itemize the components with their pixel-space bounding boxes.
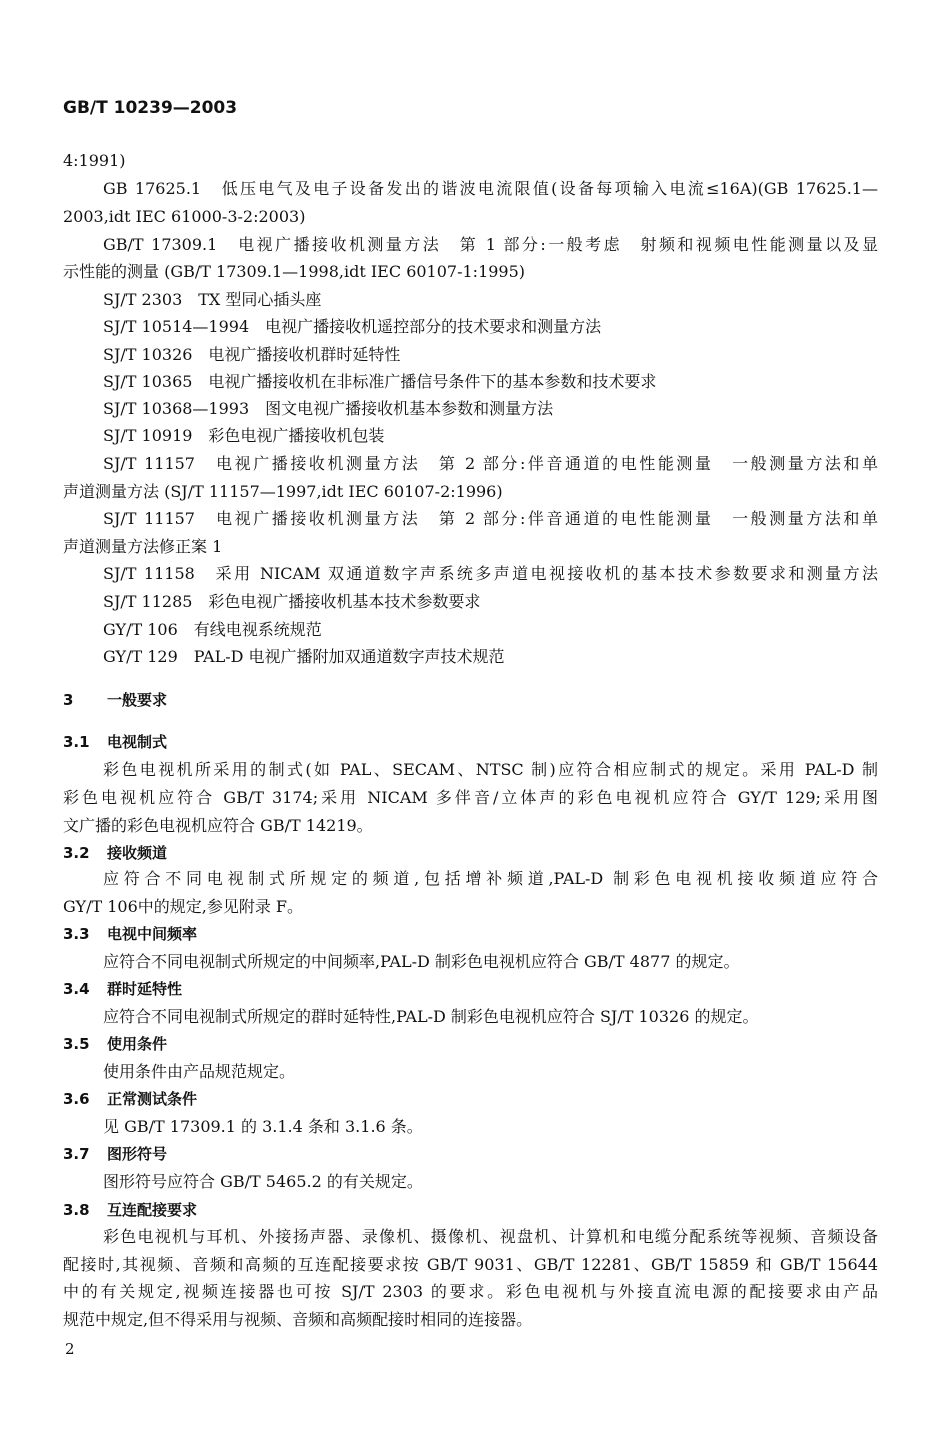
section-title: 正常测试条件 bbox=[107, 1090, 198, 1108]
reference-line: SJ/T 11285 彩色电视广播接收机基本技术参数要求 bbox=[103, 592, 481, 611]
section-number: 3.8 bbox=[63, 1201, 90, 1219]
section-title: 使用条件 bbox=[107, 1035, 168, 1053]
reference-line: SJ/T 11157 电视广播接收机测量方法 第 2 部分:伴音通道的电性能测量 一般测量方法和单 bbox=[103, 454, 878, 473]
reference-line: 2003,idt IEC 61000-3-2:2003) bbox=[63, 207, 306, 226]
paragraph-line: GY/T 106中的规定,参见附录 F。 bbox=[63, 897, 304, 916]
standard-number: GB/T 10239—2003 bbox=[63, 98, 238, 118]
section-number: 3.2 bbox=[63, 844, 90, 862]
paragraph-line: 应符合不同电视制式所规定的频道,包括增补频道,PAL-D 制彩色电视机接收频道应符合 bbox=[103, 869, 878, 888]
section-title: 一般要求 bbox=[107, 691, 168, 709]
reference-line: 声道测量方法修正案 1 bbox=[63, 537, 223, 556]
reference-line: GY/T 129 PAL-D 电视广播附加双通道数字声技术规范 bbox=[103, 647, 505, 666]
paragraph-line: 中的有关规定,视频连接器也可按 SJ/T 2303 的要求。彩色电视机与外接直流电源的配接要求由产品 bbox=[63, 1282, 878, 1301]
paragraph-line: 见 GB/T 17309.1 的 3.1.4 条和 3.1.6 条。 bbox=[103, 1117, 423, 1136]
section-title: 电视中间频率 bbox=[107, 925, 198, 943]
section-heading bbox=[63, 731, 878, 753]
paragraph-line: 使用条件由产品规范规定。 bbox=[103, 1062, 296, 1081]
section-heading bbox=[63, 1033, 878, 1055]
reference-line: SJ/T 10368—1993 图文电视广播接收机基本参数和测量方法 bbox=[103, 399, 554, 418]
section-heading bbox=[63, 842, 878, 864]
reference-line: SJ/T 11157 电视广播接收机测量方法 第 2 部分:伴音通道的电性能测量 一般测量方法和单 bbox=[103, 509, 878, 528]
section-number: 3.7 bbox=[63, 1145, 90, 1163]
reference-line: SJ/T 2303 TX 型同心插头座 bbox=[103, 290, 322, 309]
paragraph-line: 彩色电视机与耳机、外接扬声器、录像机、摄像机、视盘机、计算机和电缆分配系统等视频、音频设备 bbox=[103, 1227, 878, 1246]
section-title: 接收频道 bbox=[107, 844, 168, 862]
paragraph-line: 彩色电视机所采用的制式(如 PAL、SECAM、NTSC 制)应符合相应制式的规定。采用 PAL-D 制 bbox=[103, 760, 878, 779]
section-heading bbox=[63, 1143, 878, 1165]
section-heading bbox=[63, 978, 878, 1000]
section-heading bbox=[63, 689, 878, 711]
section-number: 3.5 bbox=[63, 1035, 90, 1053]
paragraph-line: 应符合不同电视制式所规定的群时延特性,PAL-D 制彩色电视机应符合 SJ/T 10326 的规定。 bbox=[103, 1007, 759, 1026]
paragraph-line: 规范中规定,但不得采用与视频、音频和高频配接时相同的连接器。 bbox=[63, 1310, 533, 1329]
reference-line: SJ/T 10326 电视广播接收机群时延特性 bbox=[103, 345, 401, 364]
section-number: 3.4 bbox=[63, 980, 90, 998]
section-title: 群时延特性 bbox=[107, 980, 183, 998]
paragraph-line: 彩色电视机应符合 GB/T 3174;采用 NICAM 多伴音/立体声的彩色电视机应符合 GY/T 129;采用图 bbox=[63, 788, 878, 807]
reference-line: SJ/T 10919 彩色电视广播接收机包装 bbox=[103, 426, 385, 445]
reference-line: GB 17625.1 低压电气及电子设备发出的谐波电流限值(设备每项输入电流≤16A)(GB 17625.1— bbox=[103, 179, 878, 198]
section-number: 3.6 bbox=[63, 1090, 90, 1108]
section-title: 电视制式 bbox=[107, 733, 168, 751]
section-number: 3.3 bbox=[63, 925, 90, 943]
paragraph-line: 图形符号应符合 GB/T 5465.2 的有关规定。 bbox=[103, 1172, 423, 1191]
reference-line: SJ/T 10514—1994 电视广播接收机遥控部分的技术要求和测量方法 bbox=[103, 317, 602, 336]
paragraph-line: 配接时,其视频、音频和高频的互连配接要求按 GB/T 9031、GB/T 12281、GB/T 15859 和 GB/T 15644 bbox=[63, 1255, 878, 1274]
reference-line: GB/T 17309.1 电视广播接收机测量方法 第 1 部分:一般考虑 射频和视频电性能测量以及显 bbox=[103, 235, 878, 254]
reference-line: SJ/T 11158 采用 NICAM 双通道数字声系统多声道电视接收机的基本技术参数要求和测量方法 bbox=[103, 564, 878, 583]
paragraph-line: 应符合不同电视制式所规定的中间频率,PAL-D 制彩色电视机应符合 GB/T 4877 的规定。 bbox=[103, 952, 740, 971]
paragraph-line: 文广播的彩色电视机应符合 GB/T 14219。 bbox=[63, 816, 373, 835]
section-title: 图形符号 bbox=[107, 1145, 168, 1163]
reference-line: 4:1991) bbox=[63, 151, 126, 170]
reference-line: SJ/T 10365 电视广播接收机在非标准广播信号条件下的基本参数和技术要求 bbox=[103, 372, 657, 391]
reference-line: 声道测量方法 (SJ/T 11157—1997,idt IEC 60107-2:1996) bbox=[63, 482, 503, 501]
reference-line: 示性能的测量 (GB/T 17309.1—1998,idt IEC 60107-1:1995) bbox=[63, 262, 526, 281]
page-number: 2 bbox=[65, 1340, 75, 1358]
section-title: 互连配接要求 bbox=[107, 1201, 198, 1219]
section-heading bbox=[63, 1199, 878, 1221]
section-heading bbox=[63, 1088, 878, 1110]
section-number: 3.1 bbox=[63, 733, 90, 751]
reference-line: GY/T 106 有线电视系统规范 bbox=[103, 620, 322, 639]
section-number: 3 bbox=[63, 691, 74, 709]
section-heading bbox=[63, 923, 878, 945]
